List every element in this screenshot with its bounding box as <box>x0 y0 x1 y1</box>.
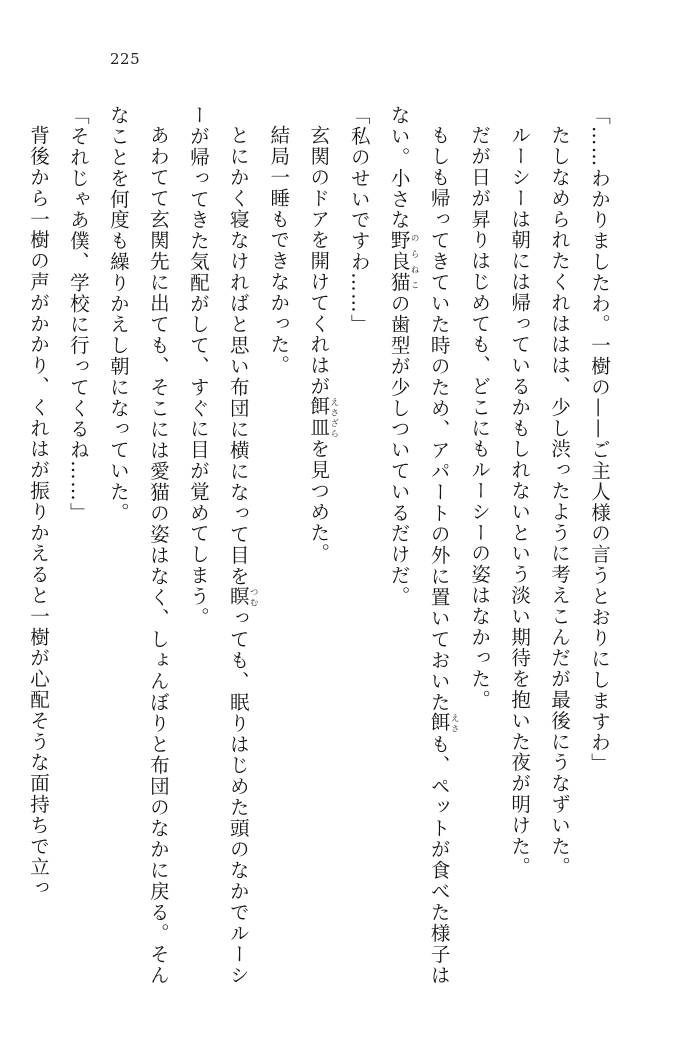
ruby-annotation: 餌皿えさざら <box>307 396 339 439</box>
page-number: 225 <box>110 50 141 68</box>
paragraph: あわてて玄関先に出ても、そこには愛猫の姿はなく、しょんぼりと布団のなかに戻る。そんなことを何度も繰りかえし朝になっていた。 <box>106 105 170 985</box>
paragraph: 結局一睡もできなかった。 <box>267 124 291 376</box>
paragraph: 玄関のドアを開けてくれはが餌皿えさざらを見つめた。 <box>307 124 339 564</box>
paragraph: たしなめられたくれははは、少し渋ったように考えこんだが最後にうなずいた。 <box>548 124 572 877</box>
ruby-annotation: 瞑つむ <box>226 586 259 608</box>
paragraph: とにかく寝なければと思い布団に横になって目を瞑つむっても、眠りはじめた頭のなかでルーシーが帰ってきた気配がして、すぐに目が覚めてしまう。 <box>186 105 259 986</box>
paragraph: 「それじゃあ僕、学校に行ってくるね……」 <box>66 105 90 523</box>
paragraph: もしも帰ってきていた時のため、アパートの外に置いておいた餌えさも、ペットが食べた様子はない。小さな野良猫のらねこの歯型が少しついているだけだ。 <box>387 105 460 986</box>
paragraph: 「……わかりましたわ。一樹の——ご主人様の言うとおりにしますわ」 <box>588 105 611 774</box>
ruby-annotation: 餌えさ <box>427 712 460 734</box>
paragraph: 背後から一樹の声がかかり、くれはが振りかえると一樹が心配そうな面持ちで立っ <box>26 124 50 898</box>
paragraph: ルーシーは朝には帰っているかもしれないという淡い期待を抱いた夜が明けた。 <box>508 124 532 877</box>
ruby-annotation: 野良猫のらねこ <box>387 230 420 294</box>
vertical-text-body <box>26 105 619 986</box>
paragraph: だが日が昇りはじめても、どこにもルーシーの姿はなかった。 <box>468 124 492 710</box>
paragraph: 「私のせいですわ……」 <box>347 105 371 335</box>
